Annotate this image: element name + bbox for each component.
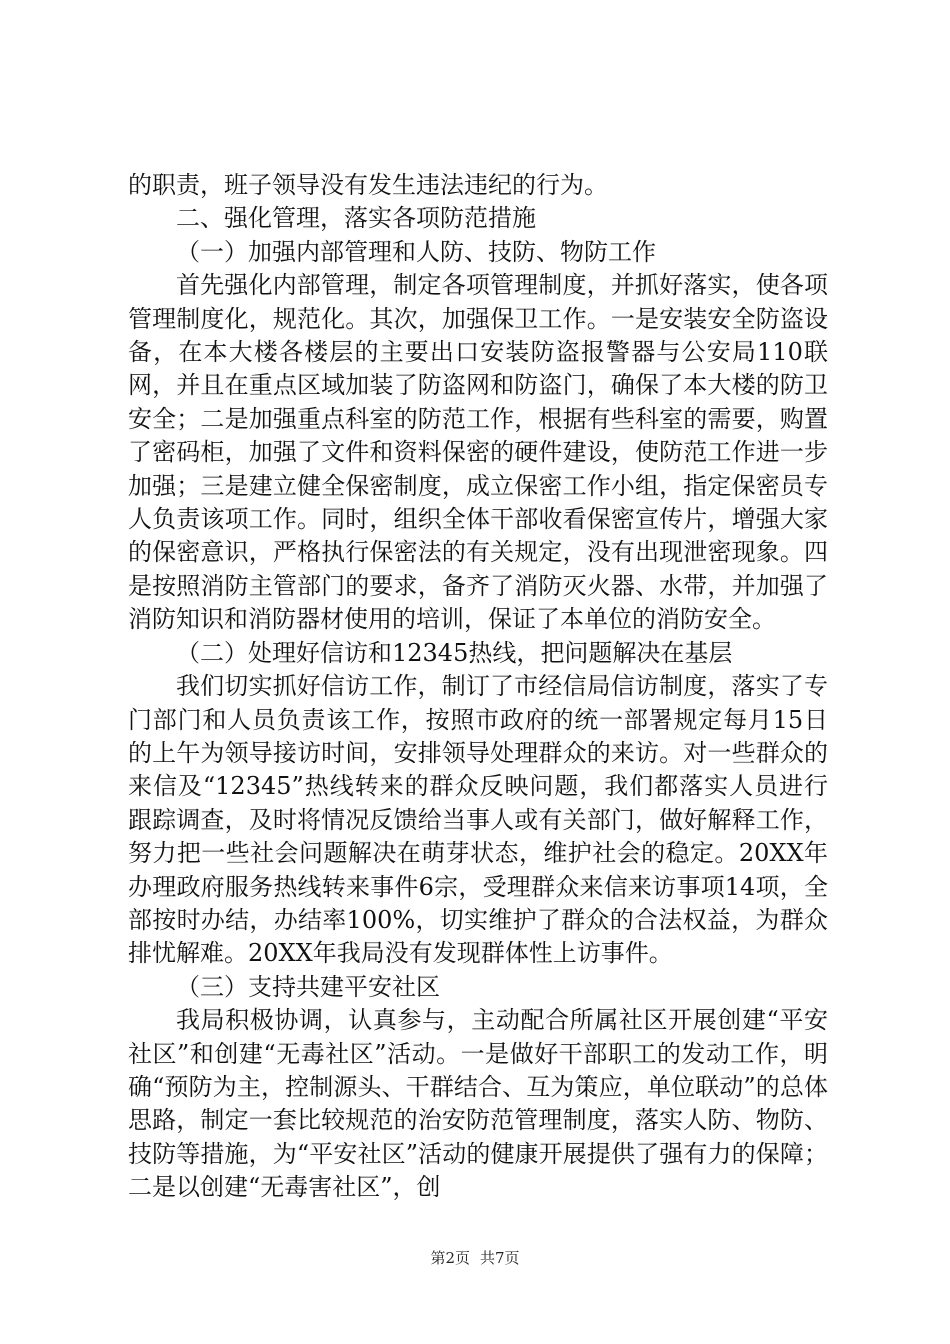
subsection-heading-1: （一）加强内部管理和人防、技防、物防工作 (176, 237, 656, 266)
paragraph-body-2: 我们切实抓好信访工作，制订了市经信局信访制度，落实了专门部门和人员负责该工作，按照市政府的统一部署规定每月15日的上午为领导接访时间，安排领导处理群众的来访。对一些群众的来信及“12345”热线转来的群众反映问题，我们都落实人员进行跟踪调查，及时将情况反馈给当事人或有关部门，做好解释工作，努力把一些社会问题解决在萌芽状态，维护社会的稳定。20XX年办理政府服务热线转来事件6宗，受理群众来信来访事项14项，全部按时办结，办结率100%，切实维护了群众的合法权益，为群众排忧解难。20XX年我局没有发现群体性上访事件。 (128, 672, 828, 968)
subsection-heading-2: （二）处理好信访和12345热线，把问题解决在基层 (176, 638, 733, 667)
paragraph-continuation: 的职责，班子领导没有发生违法违纪的行为。 (128, 171, 608, 199)
paragraph-body-1: 首先强化内部管理，制定各项管理制度，并抓好落实，使各项管理制度化，规范化。其次，加强保卫工作。一是安装安全防盗设备，在本大楼各楼层的主要出口安装防盗报警器与公安局110联网，并且在重点区域加装了防盗网和防盗门，确保了本大楼的防卫安全；二是加强重点科室的防范工作，根据有些科室的需要，购置了密码柜，加强了文件和资料保密的硬件建设，使防范工作进一步加强；三是建立健全保密制度，成立保密工作小组，指定保密员专人负责该项工作。同时，组织全体干部收看保密宣传片，增强大家的保密意识，严格执行保密法的有关规定，没有出现泄密现象。四是按照消防主管部门的要求，备齐了消防灭火器、水带，并加强了消防知识和消防器材使用的培训，保证了本单位的消防安全。 (128, 271, 828, 634)
document-body (128, 169, 828, 1205)
paragraph-body-3: 我局积极协调，认真参与，主动配合所属社区开展创建“平安社区”和创建“无毒社区”活动。一是做好干部职工的发动工作，明确“预防为主，控制源头、干群结合、互为策应，单位联动”的总体思路，制定一套比较规范的治安防范管理制度，落实人防、物防、技防等措施，为“平安社区”活动的健康开展提供了强有力的保障；二是以创建“无毒害社区”，创 (128, 1006, 828, 1202)
subsection-heading-3: （三）支持共建平安社区 (176, 972, 440, 1001)
page-total: 共7页 (480, 1249, 520, 1267)
page-number: 第2页 (430, 1249, 470, 1267)
section-heading: 二、强化管理，落实各项防范措施 (176, 204, 536, 233)
page-footer (0, 1247, 950, 1268)
